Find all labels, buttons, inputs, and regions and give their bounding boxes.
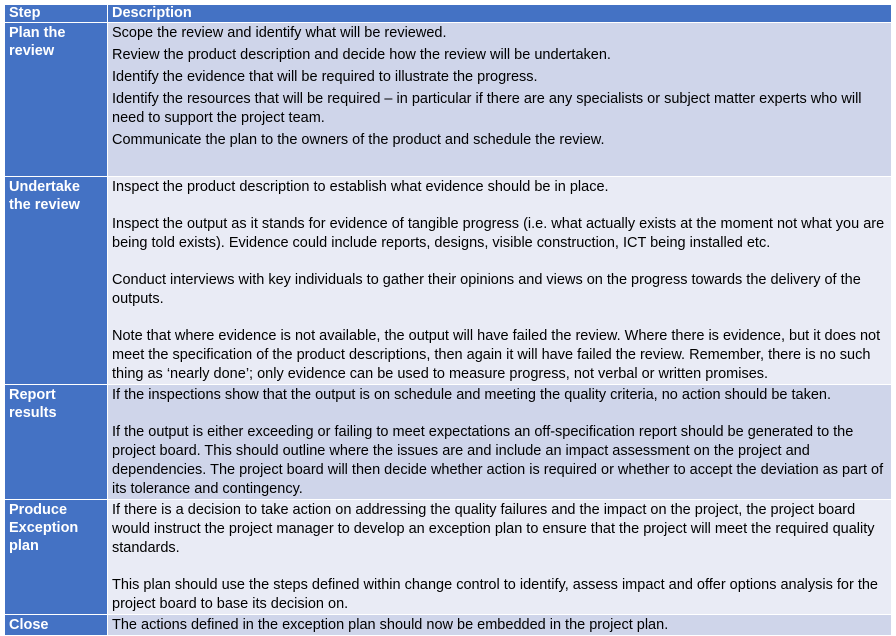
description-cell (108, 23, 892, 177)
step-cell-close: Close (5, 615, 108, 636)
description-paragraph: Inspect the product description to establish what evidence should be in place. (112, 179, 609, 195)
table-row (5, 385, 892, 500)
description-paragraph: The actions defined in the exception plan should now be embedded in the project plan. (112, 617, 669, 633)
table-row (5, 500, 892, 615)
description-paragraph: Review the product description and decide how the review will be undertaken. (112, 47, 611, 63)
description-paragraph: Communicate the plan to the owners of the product and schedule the review. (112, 132, 605, 148)
description-column-header: Description (108, 5, 892, 23)
table-row (5, 23, 892, 177)
step-cell-produce-exception-plan: Produce Exception plan (5, 500, 108, 615)
table-row (5, 177, 892, 385)
step-column-header: Step (5, 5, 108, 23)
description-paragraph: Identify the evidence that will be required to illustrate the progress. (112, 69, 538, 85)
description-cell (108, 615, 892, 636)
description-paragraph: Identify the resources that will be required – in particular if there are any specialists or subject matter experts who will need to support the project team. (112, 91, 862, 126)
description-paragraph: Scope the review and identify what will be reviewed. (112, 25, 447, 41)
description-cell (108, 177, 892, 385)
description-paragraph: Note that where evidence is not available, the output will have failed the review. Where there is evidence, but it does not meet the specification of the product descriptions, then again it will have failed the review. Remember, there is no such thing as ‘nearly done’; only evidence can be used to measure progress, not verbal or written promises. (112, 328, 881, 382)
table-row (5, 615, 892, 636)
description-paragraph: This plan should use the steps defined within change control to identify, assess impact and offer options analysis for the project board to base its decision on. (112, 577, 878, 612)
description-paragraph: If there is a decision to take action on addressing the quality failures and the impact on the project, the project board would instruct the project manager to develop an exception plan to ensure that the project will meet the required quality standards. (112, 502, 875, 556)
description-paragraph: Inspect the output as it stands for evidence of tangible progress (i.e. what actually exists at the moment not what you are being told exists). Evidence could include reports, designs, visible construction, ICT being installed etc. (112, 216, 885, 251)
description-cell (108, 500, 892, 615)
description-cell (108, 385, 892, 500)
review-steps-table (4, 4, 892, 636)
description-paragraph: If the output is either exceeding or failing to meet expectations an off-specification report should be generated to the project board. This should outline where the issues are and include an impact assessment on the project and dependencies. The project board will then decide whether action is required or whether to accept the deviation as part of its tolerance and contingency. (112, 424, 884, 497)
table-header-row (5, 5, 892, 23)
step-cell-undertake-the-review: Undertake the review (5, 177, 108, 385)
step-cell-report-results: Report results (5, 385, 108, 500)
step-cell-plan-the-review: Plan the review (5, 23, 108, 177)
description-paragraph: If the inspections show that the output is on schedule and meeting the quality criteria, no action should be taken. (112, 387, 832, 403)
description-paragraph: Conduct interviews with key individuals to gather their opinions and views on the progress towards the delivery of the outputs. (112, 272, 861, 307)
